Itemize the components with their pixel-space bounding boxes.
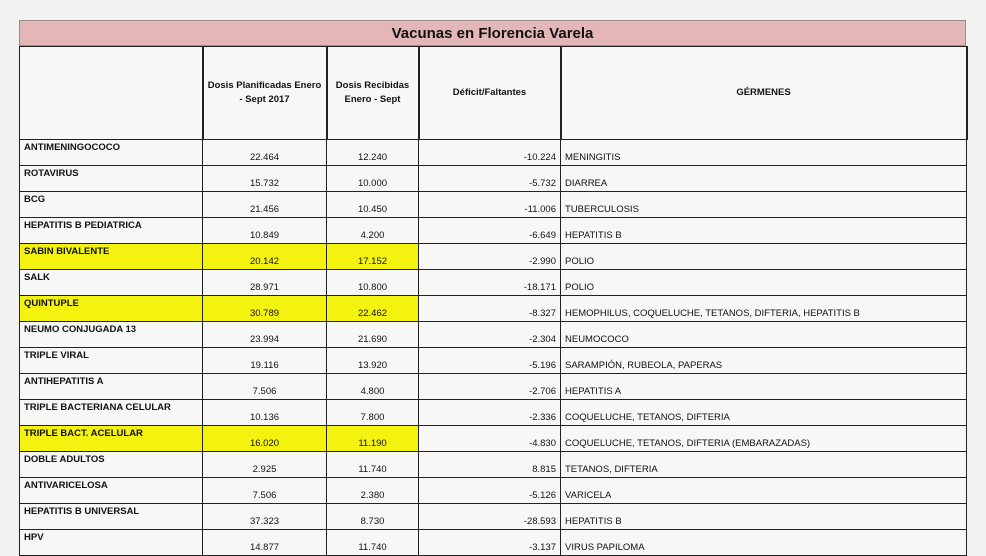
germs-list: HEMOPHILUS, COQUELUCHE, TETANOS, DIFTERIA, HEPATITIS B [561, 296, 967, 322]
received-doses: 13.920 [327, 348, 419, 374]
planned-doses: 7.506 [203, 478, 327, 504]
planned-doses: 7.506 [203, 374, 327, 400]
received-doses: 2.380 [327, 478, 419, 504]
planned-doses: 19.116 [203, 348, 327, 374]
table-row [20, 296, 967, 322]
deficit-value: -5.196 [419, 348, 561, 374]
germs-list: HEPATITIS B [561, 218, 967, 244]
received-doses: 11.740 [327, 530, 419, 556]
vaccine-name: NEUMO CONJUGADA 13 [20, 322, 203, 348]
planned-doses: 10.136 [203, 400, 327, 426]
planned-doses: 37.323 [203, 504, 327, 530]
germs-list: POLIO [561, 244, 967, 270]
received-doses: 17.152 [327, 244, 419, 270]
vaccine-name: BCG [20, 192, 203, 218]
vaccine-name: HEPATITIS B PEDIATRICA [20, 218, 203, 244]
deficit-value: -10.224 [419, 140, 561, 166]
planned-doses: 10.849 [203, 218, 327, 244]
deficit-value: -4.830 [419, 426, 561, 452]
germs-list: SARAMPIÓN, RUBEOLA, PAPERAS [561, 348, 967, 374]
table-row [20, 374, 967, 400]
deficit-value: -2.304 [419, 322, 561, 348]
germs-list: NEUMOCOCO [561, 322, 967, 348]
table-row [20, 244, 967, 270]
table-row [20, 400, 967, 426]
vaccine-sheet [19, 20, 966, 556]
deficit-value: -2.990 [419, 244, 561, 270]
header-deficit: Déficit/Faltantes [419, 47, 561, 140]
table-row [20, 452, 967, 478]
received-doses: 12.240 [327, 140, 419, 166]
vaccine-name: SALK [20, 270, 203, 296]
germs-list: MENINGITIS [561, 140, 967, 166]
header-recibidas: Dosis Recibidas Enero - Sept [327, 47, 419, 140]
deficit-value: -3.137 [419, 530, 561, 556]
received-doses: 10.450 [327, 192, 419, 218]
table-header-row [20, 47, 967, 140]
planned-doses: 28.971 [203, 270, 327, 296]
germs-list: COQUELUCHE, TETANOS, DIFTERIA (EMBARAZADAS) [561, 426, 967, 452]
header-planificadas: Dosis Planificadas Enero - Sept 2017 [203, 47, 327, 140]
germs-list: HEPATITIS B [561, 504, 967, 530]
received-doses: 11.740 [327, 452, 419, 478]
vaccine-name: HPV [20, 530, 203, 556]
planned-doses: 30.789 [203, 296, 327, 322]
germs-list: HEPATITIS A [561, 374, 967, 400]
planned-doses: 22.464 [203, 140, 327, 166]
header-vacuna [20, 47, 203, 140]
table-row [20, 478, 967, 504]
germs-list: COQUELUCHE, TETANOS, DIFTERIA [561, 400, 967, 426]
germs-list: TETANOS, DIFTERIA [561, 452, 967, 478]
received-doses: 7.800 [327, 400, 419, 426]
received-doses: 8.730 [327, 504, 419, 530]
planned-doses: 23.994 [203, 322, 327, 348]
table-row [20, 140, 967, 166]
table-row [20, 218, 967, 244]
deficit-value: -2.336 [419, 400, 561, 426]
vaccine-name: TRIPLE VIRAL [20, 348, 203, 374]
table-body [20, 140, 967, 556]
vaccine-name: DOBLE ADULTOS [20, 452, 203, 478]
deficit-value: -6.649 [419, 218, 561, 244]
received-doses: 11.190 [327, 426, 419, 452]
planned-doses: 20.142 [203, 244, 327, 270]
table-row [20, 504, 967, 530]
sheet-title: Vacunas en Florencia Varela [19, 20, 966, 46]
deficit-value: -5.732 [419, 166, 561, 192]
deficit-value: -11.006 [419, 192, 561, 218]
received-doses: 4.200 [327, 218, 419, 244]
vaccine-name: TRIPLE BACT. ACELULAR [20, 426, 203, 452]
germs-list: POLIO [561, 270, 967, 296]
table-row [20, 348, 967, 374]
germs-list: DIARREA [561, 166, 967, 192]
table-row [20, 426, 967, 452]
germs-list: VIRUS PAPILOMA [561, 530, 967, 556]
vaccine-name: QUINTUPLE [20, 296, 203, 322]
deficit-value: 8.815 [419, 452, 561, 478]
received-doses: 4.800 [327, 374, 419, 400]
vaccine-name: ANTIMENINGOCOCO [20, 140, 203, 166]
planned-doses: 16.020 [203, 426, 327, 452]
header-germenes: GÉRMENES [561, 47, 967, 140]
deficit-value: -18.171 [419, 270, 561, 296]
deficit-value: -8.327 [419, 296, 561, 322]
received-doses: 21.690 [327, 322, 419, 348]
received-doses: 10.000 [327, 166, 419, 192]
received-doses: 22.462 [327, 296, 419, 322]
germs-list: TUBERCULOSIS [561, 192, 967, 218]
planned-doses: 21.456 [203, 192, 327, 218]
vaccine-name: HEPATITIS B UNIVERSAL [20, 504, 203, 530]
deficit-value: -5.126 [419, 478, 561, 504]
planned-doses: 15.732 [203, 166, 327, 192]
table-row [20, 192, 967, 218]
germs-list: VARICELA [561, 478, 967, 504]
vaccine-name: ANTIVARICELOSA [20, 478, 203, 504]
deficit-value: -28.593 [419, 504, 561, 530]
table-row [20, 270, 967, 296]
planned-doses: 14.877 [203, 530, 327, 556]
table-row [20, 322, 967, 348]
vaccine-name: TRIPLE BACTERIANA CELULAR [20, 400, 203, 426]
vaccine-table [19, 46, 968, 556]
vaccine-name: ROTAVIRUS [20, 166, 203, 192]
planned-doses: 2.925 [203, 452, 327, 478]
received-doses: 10.800 [327, 270, 419, 296]
table-row [20, 166, 967, 192]
deficit-value: -2.706 [419, 374, 561, 400]
vaccine-name: SABIN BIVALENTE [20, 244, 203, 270]
vaccine-name: ANTIHEPATITIS A [20, 374, 203, 400]
